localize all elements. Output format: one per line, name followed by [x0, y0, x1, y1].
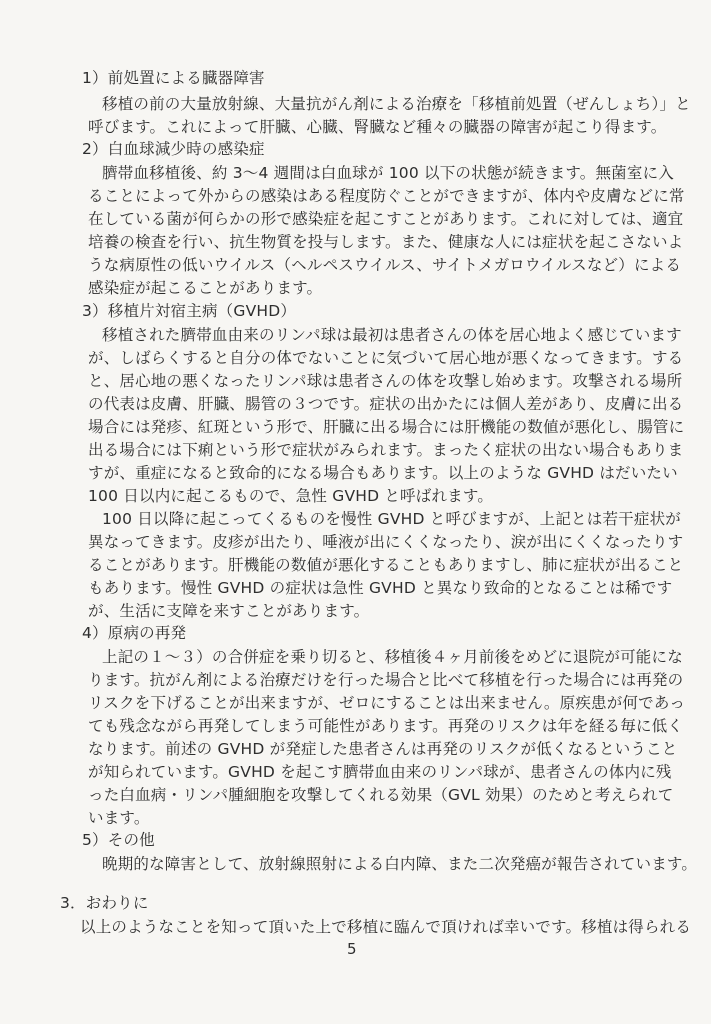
s3-line: と、居心地の悪くなったリンパ球は患者さんの体を攻撃し始めます。攻撃される場所 — [88, 372, 683, 390]
heading-2: 2）白血球減少時の感染症 — [82, 140, 265, 158]
heading-1: 1）前処置による臓器障害 — [82, 69, 265, 87]
s3-line: 異なってきます。皮疹が出たり、唾液が出にくくなったり、涙が出にくくなったりす — [88, 533, 684, 551]
s4-line: が知られています。GVHD を起こす臍帯血由来のリンパ球が、患者さんの体内に残 — [88, 763, 672, 781]
s1-line: 呼びます。これによって肝臓、心臓、腎臓など種々の臓器の障害が起こり得ます。 — [88, 118, 667, 136]
s3-line: 出る場合には下痢という形で症状がみられます。まったく症状の出ない場合もありま — [88, 441, 684, 459]
s4-line: リスクを下げることが出来ますが、ゼロにすることは出来ません。原疾患が何であっ — [88, 694, 686, 712]
heading-3: 3）移植片対宿主病（GVHD） — [82, 302, 297, 320]
s3-line: 100 日以内に起こるもので、急性 GVHD と呼ばれます。 — [88, 487, 494, 505]
s4-line: 上記の１～３）の合併症を乗り切ると、移植後４ヶ月前後をめどに退院が可能にな — [102, 648, 683, 666]
page-number: 5 — [347, 940, 357, 958]
s3-line: が、生活に支障を来すことがあります。 — [88, 602, 370, 620]
s2-line: 培養の検査を行い、抗生物質を投与します。また、健康な人には症状を起こさないよ — [88, 233, 684, 251]
s3-line: が、しばらくすると自分の体でないことに気づいて居心地が悪くなってきます。する — [88, 349, 684, 367]
s3-line: ることがあります。肝機能の数値が悪化することもありますし、肺に症状が出ること — [88, 556, 684, 574]
s2-line: ることによって外からの感染はある程度防ぐことができますが、体内や皮膚などに常 — [88, 187, 685, 205]
heading-4: 4）原病の再発 — [82, 624, 187, 642]
s2-line: うな病原性の低いウイルス（ヘルペスウイルス、サイトメガロウイルスなど）による — [88, 256, 682, 274]
s2-line: 臍帯血移植後、約 3～4 週間は白血球が 100 以下の状態が続きます。無菌室に入 — [102, 164, 674, 182]
s3-line: もあります。慢性 GVHD の症状は急性 GVHD と異なり致命的となることは稀です — [88, 579, 673, 597]
s5-line: 晩期的な障害として、放射線照射による白内障、また二次発癌が報告されています。 — [102, 855, 698, 873]
s3-line: すが、重症になると致命的になる場合もあります。以上のような GVHD はだいたい — [88, 464, 678, 482]
s2-line: 感染症が起こることがあります。 — [88, 279, 323, 297]
section-3-heading: 3．おわりに — [60, 894, 149, 912]
s4-line: なります。前述の GVHD が発症した患者さんは再発のリスクが低くなるということ — [88, 740, 678, 758]
s3-line: 100 日以降に起こってくるものを慢性 GVHD と呼びますが、上記とは若干症状が — [102, 510, 681, 528]
s4-line: ても残念ながら再発してしまう可能性があります。再発のリスクは年を経る毎に低く — [88, 717, 684, 735]
s2-line: 在している菌が何らかの形で感染症を起こすことがあります。これに対しては、適宜 — [88, 210, 684, 228]
s4-line: ります。抗がん剤による治療だけを行った場合と比べて移植を行った場合には再発の — [88, 671, 684, 689]
s1-line: 移植の前の大量放射線、大量抗がん剤による治療を「移植前処置（ぜんしょち）」と — [102, 95, 691, 113]
s3-line: の代表は皮膚、肝臓、腸管の３つです。症状の出かたには個人差があり、皮膚に出る — [88, 395, 684, 413]
conclusion-line: 以上のようなことを知って頂いた上で移植に臨んで頂ければ幸いです。移植は得られる — [80, 918, 692, 936]
s3-line: 移植された臍帯血由来のリンパ球は最初は患者さんの体を居心地よく感じています — [102, 326, 682, 344]
heading-5: 5）その他 — [82, 831, 155, 849]
s3-line: 場合には発疹、紅斑という形で、肝臓に出る場合には肝機能の数値が悪化し、腸管に — [88, 418, 685, 436]
s4-line: います。 — [88, 809, 150, 827]
s4-line: った白血病・リンパ腫細胞を攻撃してくれる効果（GVL 効果）のためと考えられて — [88, 786, 674, 804]
